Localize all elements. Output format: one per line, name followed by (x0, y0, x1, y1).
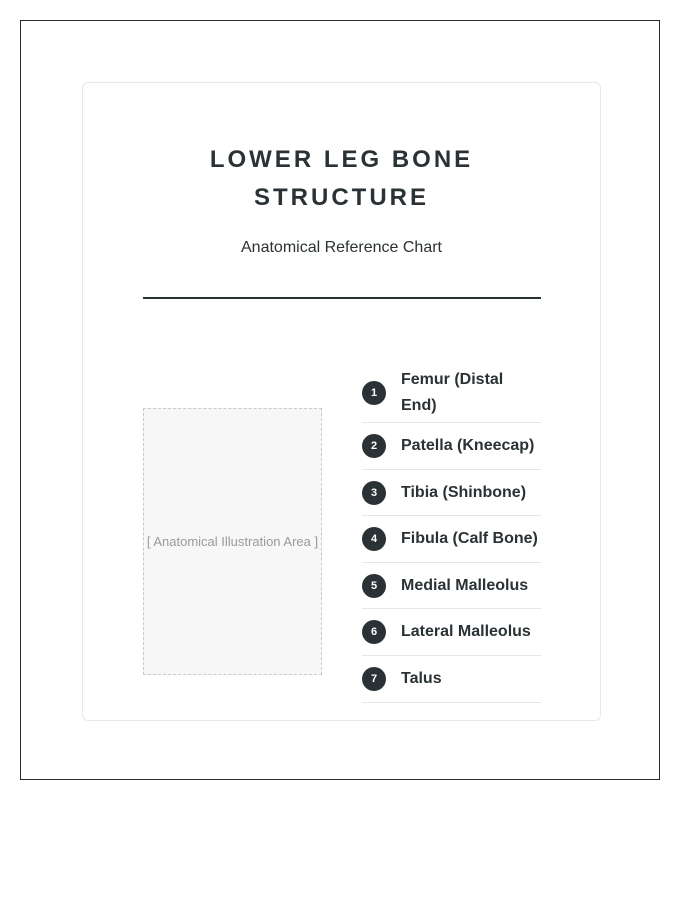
bone-number-badge: 3 (362, 481, 386, 505)
bone-list-item (362, 563, 541, 609)
bone-number-badge: 6 (362, 620, 386, 644)
bone-list-item (362, 363, 541, 423)
illustration-placeholder-text: [ Anatomical Illustration Area ] (146, 534, 319, 549)
bone-label: Femur (Distal End) (401, 370, 504, 414)
bone-label: Talus (401, 670, 442, 687)
bone-list-item (362, 470, 541, 516)
bone-list-item (362, 423, 541, 470)
bone-list-item (362, 656, 541, 703)
bone-number-badge: 4 (362, 527, 386, 551)
bone-number-badge: 1 (362, 381, 386, 405)
illustration-placeholder (143, 408, 322, 675)
page-title (83, 141, 600, 217)
title-line-2: STRUCTURE (254, 184, 429, 211)
bone-label: Lateral Malleolus (401, 623, 531, 640)
page-subtitle: Anatomical Reference Chart (241, 239, 442, 256)
bone-label: Medial Malleolus (401, 576, 529, 594)
bone-label: Patella (Kneecap) (401, 437, 535, 454)
page-frame (20, 20, 660, 780)
bone-number-badge: 5 (362, 574, 386, 598)
bone-list (362, 363, 541, 703)
bone-list-item (362, 609, 541, 656)
bone-label: Fibula (Calf Bone) (401, 530, 538, 547)
bone-list-item (362, 516, 541, 563)
bone-label: Tibia (Shinbone) (401, 483, 527, 501)
reference-card (82, 82, 601, 721)
title-line-1: LOWER LEG BONE (209, 146, 474, 173)
bone-number-badge: 7 (362, 667, 386, 691)
bone-number-badge: 2 (362, 434, 386, 458)
title-divider (143, 297, 541, 299)
